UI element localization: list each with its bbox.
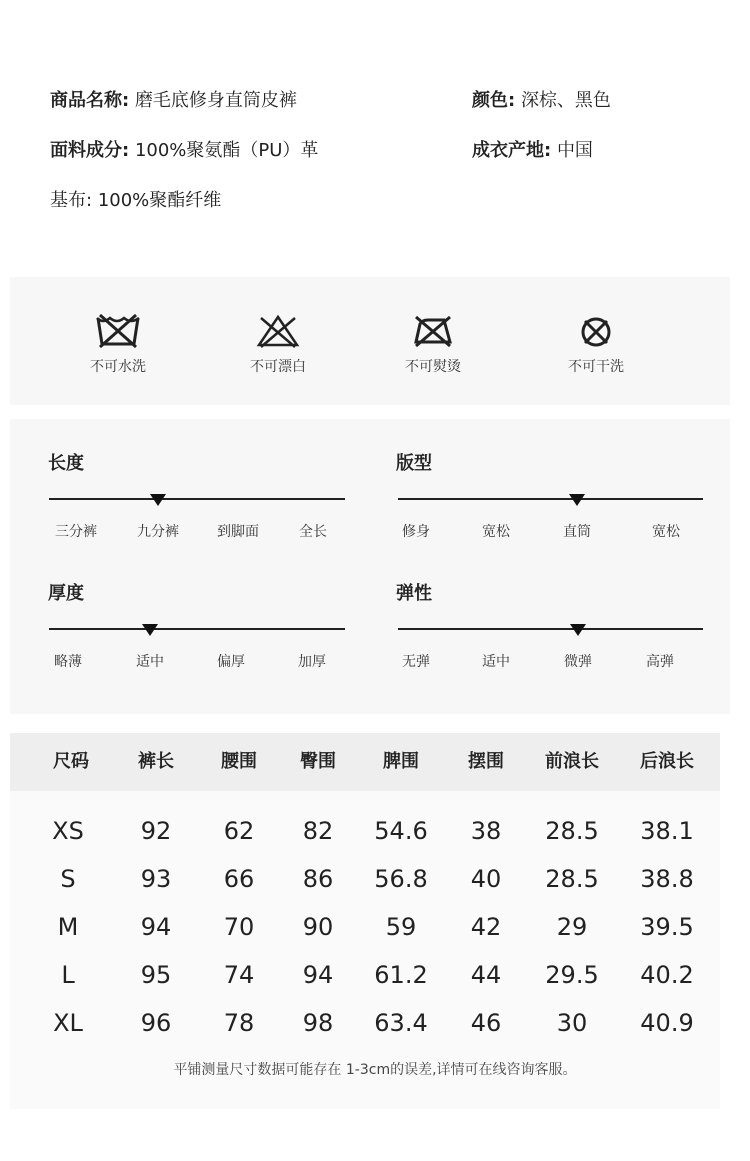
base-fabric-value: 100%聚酯纤维 [97,190,222,211]
no-iron-icon [408,312,458,350]
color-label: 颜色: [472,90,516,111]
thickness-scale-line [49,628,345,630]
column-header: 后浪长 [640,751,694,772]
fit-option: 直筒 [563,524,591,540]
table-cell: 46 [470,1009,502,1037]
table-cell: 94 [302,961,334,989]
fabric-row [50,136,318,162]
measurement-note: 平铺测量尺寸数据可能存在 1-3cm的误差,详情可在线咨询客服。 [173,1062,577,1078]
size-table-header [10,733,720,791]
table-cell: 54.6 [374,817,428,845]
stretch-marker [570,624,586,636]
table-cell: 39.5 [640,913,694,941]
fit-scale-line [398,498,703,500]
stretch-option: 适中 [482,654,510,670]
stretch-option: 微弹 [564,654,592,670]
origin-label: 成衣产地: [472,140,552,161]
thickness-option: 适中 [136,654,164,670]
fit-scales-panel [10,419,730,714]
table-cell: 30 [556,1009,588,1037]
fit-title: 版型 [396,453,432,474]
column-header: 脾围 [383,751,419,772]
thickness-marker [142,624,158,636]
no-bleach-icon [253,312,303,350]
table-cell: 29 [556,913,588,941]
table-cell: 28.5 [545,865,599,893]
table-cell: 29.5 [545,961,599,989]
care-panel [10,277,730,405]
table-cell: 74 [223,961,255,989]
care-label: 不可水洗 [90,359,146,375]
length-option: 到脚面 [217,524,259,540]
table-cell: 56.8 [374,865,428,893]
length-option: 三分裤 [55,524,97,540]
care-label: 不可漂白 [250,359,306,375]
thickness-option: 略薄 [54,654,82,670]
table-cell: 40.2 [640,961,694,989]
table-cell: 82 [302,817,334,845]
table-cell: 38.1 [640,817,694,845]
table-cell: 62 [223,817,255,845]
table-cell: 90 [302,913,334,941]
thickness-title: 厚度 [48,583,84,604]
table-cell: M [57,913,79,941]
base-fabric-row [50,186,221,212]
fit-option: 修身 [402,524,430,540]
column-header: 腰围 [221,751,257,772]
base-fabric-label: 基布: [50,190,93,211]
table-cell: 70 [223,913,255,941]
length-option: 全长 [299,524,327,540]
table-cell: 59 [385,913,417,941]
column-header: 前浪长 [545,751,599,772]
table-cell: 40 [470,865,502,893]
column-header: 裤长 [138,751,174,772]
table-cell: 40.9 [640,1009,694,1037]
no-wash-icon [93,312,143,350]
table-cell: 98 [302,1009,334,1037]
table-cell: 63.4 [374,1009,428,1037]
table-cell: 95 [140,961,172,989]
fabric-label: 面料成分: [50,140,130,161]
table-cell: 78 [223,1009,255,1037]
table-cell: 42 [470,913,502,941]
table-cell: 92 [140,817,172,845]
table-cell: 44 [470,961,502,989]
table-cell: XS [52,817,84,845]
product-name-value: 磨毛底修身直筒皮裤 [134,90,297,111]
care-label: 不可熨烫 [405,359,461,375]
table-cell: 86 [302,865,334,893]
column-header: 摆围 [468,751,504,772]
fit-marker [569,494,585,506]
stretch-option: 无弹 [402,654,430,670]
table-cell: S [60,865,76,893]
table-cell: 61.2 [374,961,428,989]
care-item-no-dryclean [536,312,656,376]
length-title: 长度 [48,453,84,474]
table-cell: 38.8 [640,865,694,893]
stretch-title: 弹性 [396,583,432,604]
table-cell: 38 [470,817,502,845]
color-row [472,86,611,112]
column-header: 尺码 [53,751,89,772]
table-cell: 94 [140,913,172,941]
column-header: 臀围 [300,751,336,772]
origin-row [472,136,593,162]
no-dryclean-icon [571,312,621,350]
care-item-no-wash [58,312,178,376]
thickness-option: 加厚 [298,654,326,670]
table-cell: 28.5 [545,817,599,845]
fit-option: 宽松 [652,524,680,540]
color-value: 深棕、黑色 [520,90,611,111]
stretch-scale-line [398,628,703,630]
product-name-label: 商品名称: [50,90,130,111]
stretch-option: 高弹 [646,654,674,670]
care-label: 不可干洗 [568,359,624,375]
care-item-no-bleach [218,312,338,376]
length-marker [150,494,166,506]
length-scale-line [49,498,345,500]
thickness-option: 偏厚 [217,654,245,670]
table-cell: 96 [140,1009,172,1037]
product-name-row [50,86,297,112]
care-item-no-iron [373,312,493,376]
table-cell: 93 [140,865,172,893]
table-cell: XL [53,1009,83,1037]
fabric-value: 100%聚氨酯（PU）革 [134,140,319,161]
table-cell: 66 [223,865,255,893]
fit-option: 宽松 [482,524,510,540]
length-option: 九分裤 [137,524,179,540]
table-cell: L [61,961,75,989]
origin-value: 中国 [556,140,593,161]
